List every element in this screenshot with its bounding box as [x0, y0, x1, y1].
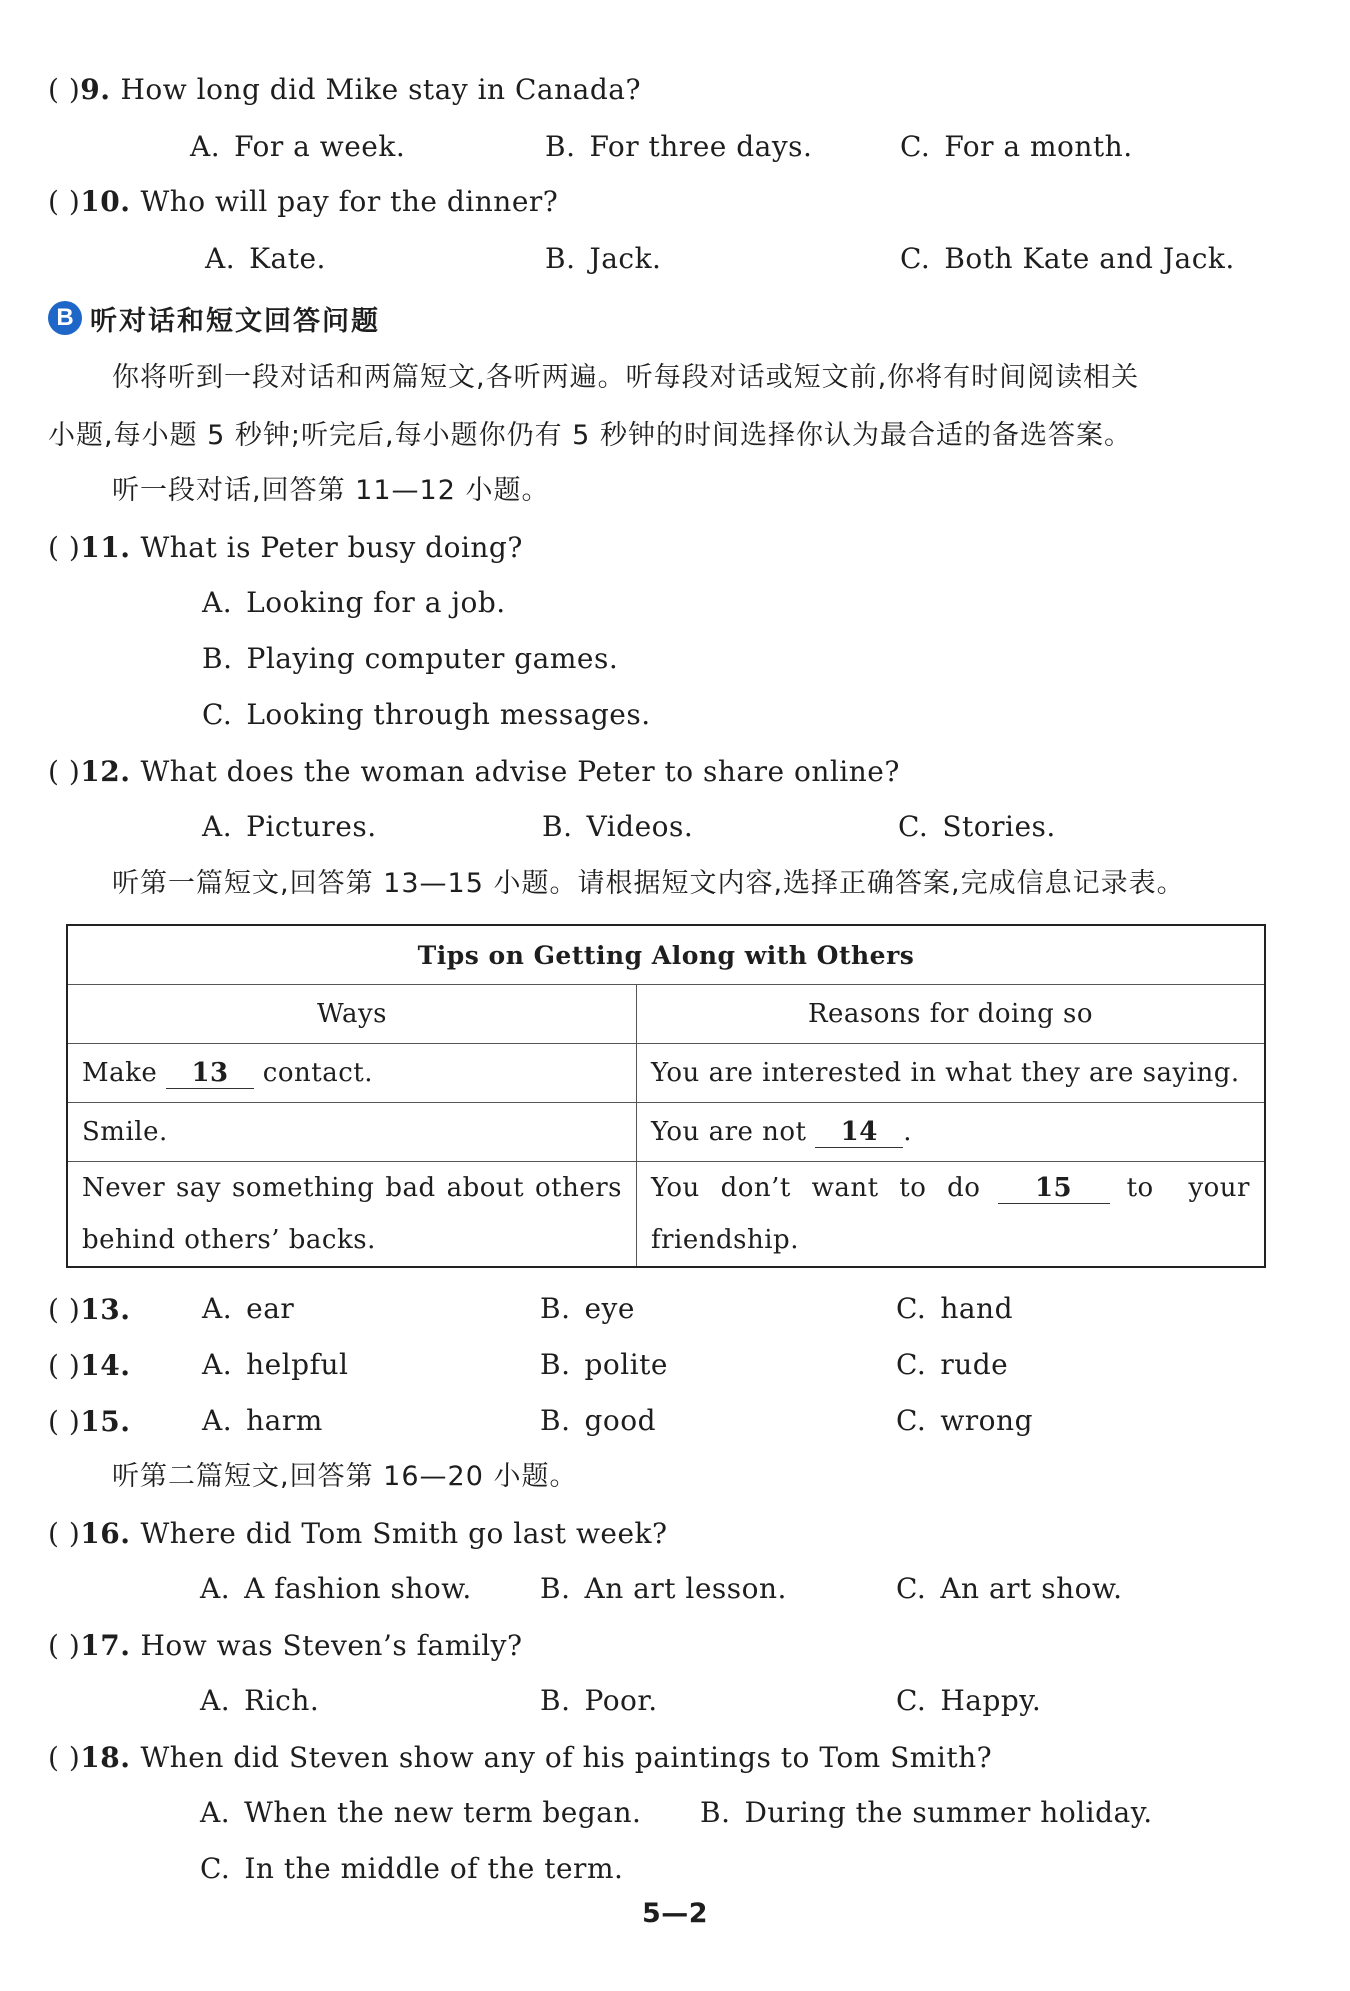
- passage1-note: 听第一篇短文,回答第 13—15 小题。请根据短文内容,选择正确答案,完成信息记录表。: [112, 868, 1185, 899]
- question-text: Where did Tom Smith go last week?: [140, 1517, 668, 1550]
- question-11: [48, 530, 523, 566]
- table-cell: Smile.: [67, 1103, 637, 1162]
- answer-blank-paren: ( ): [48, 1629, 81, 1662]
- option-a: A. For a week.: [190, 130, 406, 163]
- question-9: [48, 72, 641, 108]
- dialog-note: 听一段对话,回答第 11—12 小题。: [112, 475, 550, 506]
- question-16: [48, 1516, 668, 1552]
- answer-blank-paren: ( ): [48, 755, 81, 788]
- option-b: B. good: [540, 1404, 657, 1437]
- answer-blank-paren: ( ): [48, 1349, 81, 1382]
- table-title: Tips on Getting Along with Others: [67, 925, 1265, 985]
- answer-blank-paren: ( ): [48, 1293, 81, 1326]
- question-number: 15.: [80, 1405, 131, 1438]
- question-text: What does the woman advise Peter to share online?: [140, 755, 900, 788]
- answer-blank-paren: ( ): [48, 1741, 81, 1774]
- section-badge: B: [48, 301, 82, 335]
- option-a: A. helpful: [202, 1348, 349, 1381]
- question-number: 10.: [80, 185, 131, 218]
- answer-blank-paren: ( ): [48, 1405, 81, 1438]
- fill-blank-13: 13: [166, 1058, 254, 1089]
- question-12: [48, 754, 900, 790]
- section-heading: [48, 298, 380, 338]
- option-c: C. An art show.: [896, 1572, 1123, 1605]
- option-c: C. Happy.: [896, 1684, 1042, 1717]
- option-c: C. Both Kate and Jack.: [900, 242, 1235, 275]
- option-a: A. A fashion show.: [200, 1572, 472, 1605]
- answer-blank-paren: ( ): [48, 531, 81, 564]
- option-b: B. eye: [540, 1292, 635, 1325]
- option-c: C. hand: [896, 1292, 1014, 1325]
- fill-blank-15: 15: [998, 1173, 1110, 1204]
- info-record-table: [66, 924, 1266, 1268]
- option-a: A. Rich.: [200, 1684, 320, 1717]
- option-c: C. Stories.: [898, 810, 1056, 843]
- answer-blank-paren: ( ): [48, 185, 81, 218]
- answer-blank-paren: ( ): [48, 73, 81, 106]
- fill-blank-14: 14: [815, 1117, 903, 1148]
- option-b: B. Videos.: [542, 810, 694, 843]
- table-row: [67, 1162, 1265, 1268]
- option-b: B. During the summer holiday.: [700, 1796, 1153, 1829]
- option-c: C. Looking through messages.: [202, 698, 651, 731]
- table-cell: You are interested in what they are saying.: [637, 1044, 1266, 1103]
- question-13: [48, 1292, 130, 1328]
- question-text: When did Steven show any of his paintings to Tom Smith?: [140, 1741, 993, 1774]
- question-number: 17.: [80, 1629, 131, 1662]
- instructions-line-1: 你将听到一段对话和两篇短文,各听两遍。听每段对话或短文前,你将有时间阅读相关: [112, 362, 1140, 393]
- table-cell: You don’t want to do 15 to your friendship.: [637, 1162, 1266, 1268]
- option-c: C. wrong: [896, 1404, 1033, 1437]
- question-number: 11.: [80, 531, 131, 564]
- table-row: [67, 1103, 1265, 1162]
- passage2-note: 听第二篇短文,回答第 16—20 小题。: [112, 1461, 578, 1492]
- question-17: [48, 1628, 522, 1664]
- page-number: 5—2: [641, 1898, 709, 1929]
- column-header-reasons: Reasons for doing so: [637, 985, 1266, 1044]
- option-b: B. Jack.: [545, 242, 662, 275]
- option-c: C. For a month.: [900, 130, 1133, 163]
- table-cell: Make 13 contact.: [67, 1044, 637, 1103]
- question-number: 16.: [80, 1517, 131, 1550]
- question-number: 9.: [80, 73, 111, 106]
- option-b: B. For three days.: [545, 130, 813, 163]
- question-15: [48, 1404, 130, 1440]
- option-b: B. Poor.: [540, 1684, 658, 1717]
- option-a: A. harm: [202, 1404, 323, 1437]
- option-a: A. ear: [202, 1292, 295, 1325]
- option-c: C. In the middle of the term.: [200, 1852, 624, 1885]
- option-b: B. An art lesson.: [540, 1572, 787, 1605]
- question-text: What is Peter busy doing?: [140, 531, 523, 564]
- option-b: B. Playing computer games.: [202, 642, 619, 675]
- option-a: A. Pictures.: [202, 810, 377, 843]
- question-text: Who will pay for the dinner?: [140, 185, 559, 218]
- question-number: 18.: [80, 1741, 131, 1774]
- instructions-line-2: 小题,每小题 5 秒钟;听完后,每小题你仍有 5 秒钟的时间选择你认为最合适的备选答案。: [48, 420, 1132, 451]
- question-number: 14.: [80, 1349, 131, 1382]
- table-row: [67, 1044, 1265, 1103]
- answer-blank-paren: ( ): [48, 1517, 81, 1550]
- option-a: A. Kate.: [205, 242, 326, 275]
- question-number: 13.: [80, 1293, 131, 1326]
- question-number: 12.: [80, 755, 131, 788]
- question-18: [48, 1740, 992, 1776]
- question-10: [48, 184, 558, 220]
- table-cell: Never say something bad about others behind others’ backs.: [67, 1162, 637, 1268]
- option-c: C. rude: [896, 1348, 1009, 1381]
- column-header-ways: Ways: [67, 985, 637, 1044]
- question-text: How was Steven’s family?: [140, 1629, 523, 1662]
- option-a: A. When the new term began.: [200, 1796, 642, 1829]
- question-14: [48, 1348, 130, 1384]
- question-text: How long did Mike stay in Canada?: [120, 73, 641, 106]
- option-b: B. polite: [540, 1348, 668, 1381]
- option-a: A. Looking for a job.: [202, 586, 506, 619]
- section-title: 听对话和短文回答问题: [90, 305, 380, 337]
- table-cell: You are not 14 .: [637, 1103, 1266, 1162]
